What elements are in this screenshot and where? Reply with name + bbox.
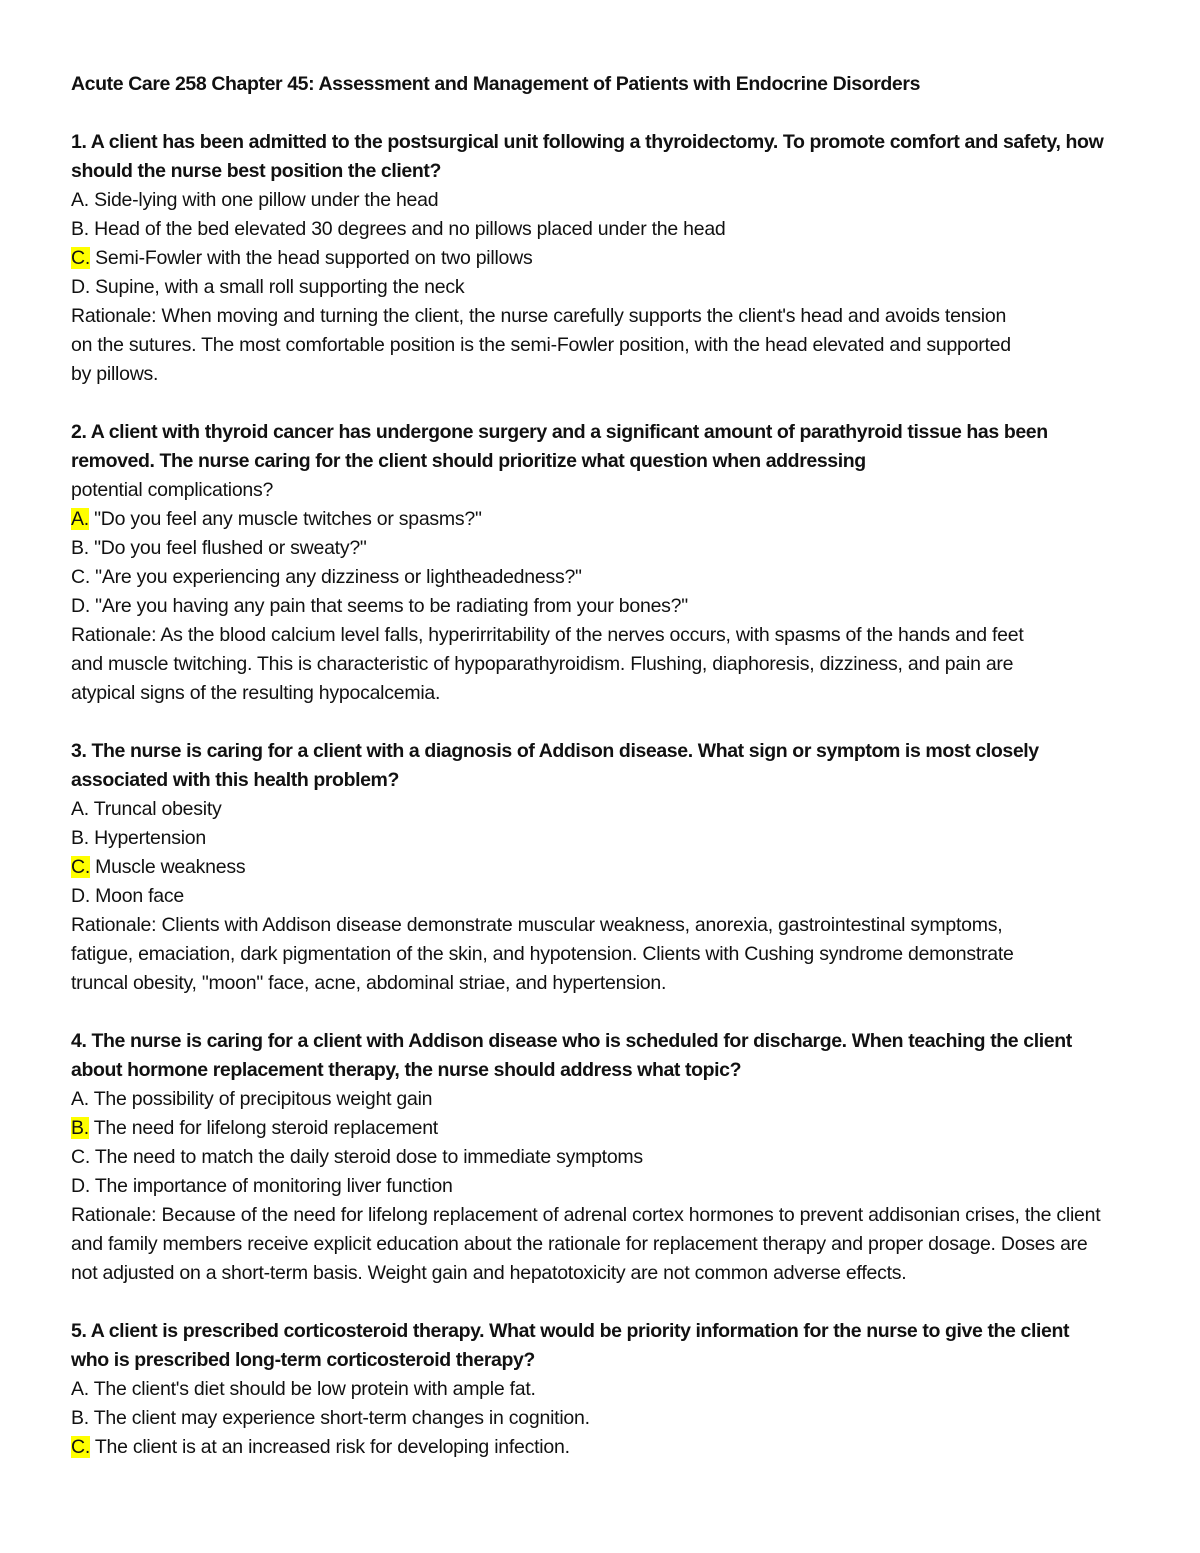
answer-option-a [71,1085,1131,1114]
answer-option-b [71,534,1131,563]
option-text: The client's diet should be low protein with ample fat. [88,1378,536,1400]
rationale: Rationale: As the blood calcium level falls, hyperirritability of the nerves occurs, with spasms of the hands and feet and muscle twitching. This is characteristic of hypoparathyroidism. Flushing, diaphoresis, dizziness, and pain are atypical signs of the resulting hypocalcemia. [71,624,1024,704]
question-3 [71,737,1131,998]
option-text: Muscle weakness [90,856,246,878]
rationale: Rationale: Because of the need for lifelong replacement of adrenal cortex hormones to prevent addisonian crises, the client and family members receive explicit education about the rationale for replacement therapy and proper dosage. Doses are not adjusted on a short-term basis. Weight gain and hepatotoxicity are not common adverse effects. [71,1204,1101,1284]
rationale: Rationale: When moving and turning the client, the nurse carefully supports the client's head and avoids tension on the sutures. The most comfortable position is the semi-Fowler position, with the head elevated and supported by pillows. [71,305,1011,385]
option-text: "Are you experiencing any dizziness or lightheadedness?" [90,566,582,588]
answer-option-d [71,592,1131,621]
option-letter: D. [71,595,90,617]
answer-option-d [71,273,1131,302]
option-letter: A. [71,1088,89,1110]
option-letter: B. [71,537,89,559]
option-text: Supine, with a small roll supporting the neck [90,276,465,298]
question-stem [71,418,1096,505]
option-text: The client is at an increased risk for developing infection. [90,1436,570,1458]
question-2 [71,418,1131,708]
answer-option-a [71,795,1131,824]
answer-option-d [71,1172,1131,1201]
question-stem [71,1317,1101,1375]
option-letter: D. [71,276,90,298]
answer-option-c [71,1143,1131,1172]
option-letter: C. [71,1146,90,1168]
option-text: "Are you having any pain that seems to be radiating from your bones?" [90,595,688,617]
answer-option-a [71,505,1131,534]
option-text: Hypertension [88,827,207,849]
option-letter: B. [71,218,89,240]
option-text: The need to match the daily steroid dose to immediate symptoms [90,1146,643,1168]
option-text: "Do you feel any muscle twitches or spasms?" [88,508,482,530]
question-stem-bold: 1. A client has been admitted to the postsurgical unit following a thyroidectomy. To promote comfort and safety, how should the nurse best position the client? [71,131,1104,182]
option-text: The possibility of precipitous weight gain [88,1088,433,1110]
answer-option-c [71,563,1131,592]
option-letter: B. [71,1407,89,1429]
question-stem-bold: 2. A client with thyroid cancer has undergone surgery and a significant amount of parathyroid tissue has been removed. The nurse caring for the client should prioritize what question when addressing [71,421,1048,472]
option-letter: D. [71,885,90,907]
question-stem-bold: 5. A client is prescribed corticosteroid therapy. What would be priority information for the nurse to give the client who is prescribed long-term corticosteroid therapy? [71,1320,1070,1371]
question-stem [71,737,1071,795]
correct-answer-highlight: C. [71,247,90,269]
document-title: Acute Care 258 Chapter 45: Assessment and Management of Patients with Endocrine Disorders [71,73,921,95]
option-text: "Do you feel flushed or sweaty?" [88,537,367,559]
question-1 [71,128,1131,389]
question-stem [71,128,1131,186]
answer-option-c [71,244,1131,273]
option-text: The importance of monitoring liver function [90,1175,453,1197]
answer-option-b [71,215,1131,244]
answer-option-b [71,824,1131,853]
answer-option-c [71,1433,1131,1462]
answer-option-a [71,1375,1131,1404]
correct-answer-highlight: B. [71,1117,89,1139]
option-letter: A. [71,1378,89,1400]
question-5 [71,1317,1131,1462]
question-stem-bold: 4. The nurse is caring for a client with Addison disease who is scheduled for discharge. When teaching the client about hormone replacement therapy, the nurse should address what topic? [71,1030,1072,1081]
option-text: Moon face [90,885,184,907]
option-letter: D. [71,1175,90,1197]
question-stem-plain: potential complications? [71,479,274,501]
option-text: Truncal obesity [88,798,222,820]
correct-answer-highlight: C. [71,1436,90,1458]
answer-option-d [71,882,1131,911]
option-text: The need for lifelong steroid replacement [88,1117,438,1139]
answer-option-b [71,1114,1131,1143]
option-text: Head of the bed elevated 30 degrees and no pillows placed under the head [88,218,726,240]
option-text: Semi-Fowler with the head supported on two pillows [90,247,533,269]
option-letter: A. [71,189,89,211]
question-4 [71,1027,1131,1288]
option-text: The client may experience short-term changes in cognition. [88,1407,590,1429]
option-letter: C. [71,566,90,588]
correct-answer-highlight: A. [71,508,89,530]
answer-option-a [71,186,1131,215]
option-letter: A. [71,798,89,820]
correct-answer-highlight: C. [71,856,90,878]
document-page [71,70,1131,1491]
question-stem [71,1027,1081,1085]
option-letter: B. [71,827,89,849]
rationale: Rationale: Clients with Addison disease demonstrate muscular weakness, anorexia, gastrointestinal symptoms, fatigue, emaciation, dark pigmentation of the skin, and hypotension. Clients with Cushing syndrome demonstrate truncal obesity, "moon" face, acne, abdominal striae, and hypertension. [71,914,1014,994]
question-stem-bold: 3. The nurse is caring for a client with a diagnosis of Addison disease. What sign or symptom is most closely associated with this health problem? [71,740,1039,791]
answer-option-b [71,1404,1131,1433]
answer-option-c [71,853,1131,882]
option-text: Side-lying with one pillow under the head [88,189,439,211]
